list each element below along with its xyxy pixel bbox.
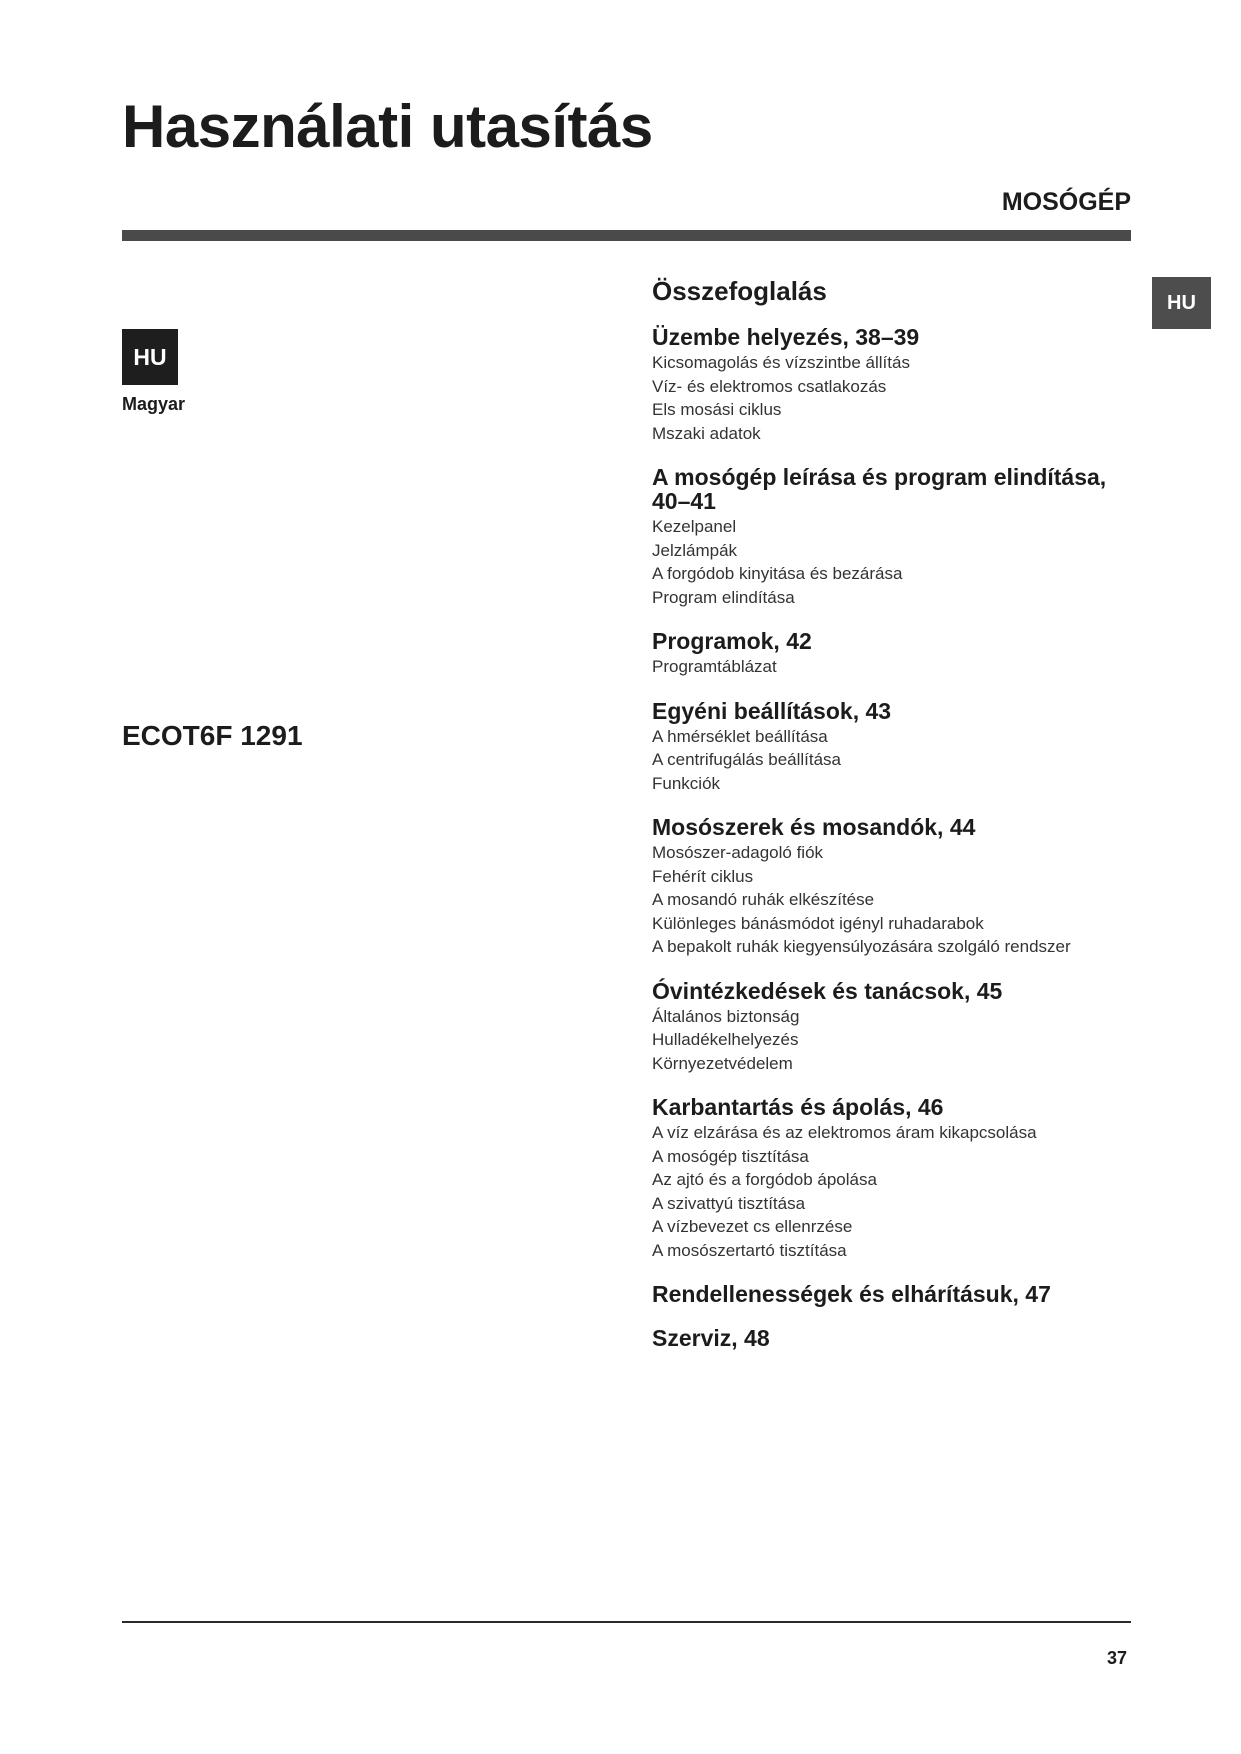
model-number: ECOT6F 1291: [122, 720, 303, 751]
toc-item: A víz elzárása és az elektromos áram kikapcsolása: [652, 1123, 1037, 1142]
toc-item-list: [652, 655, 1132, 679]
toc-section-title: Karbantartás és ápolás, 46: [652, 1094, 944, 1120]
toc-item: Környezetvédelem: [652, 1053, 793, 1073]
toc-item-list: [652, 725, 1132, 796]
toc-sections: [652, 325, 1132, 1350]
toc-item-list: [652, 515, 1132, 609]
toc-section-title: Óvintézkedések és tanácsok, 45: [652, 977, 1003, 1004]
toc-section-title: Rendellenességek és elhárításuk, 47: [652, 1281, 1051, 1307]
toc-item: Els mosási ciklus: [652, 400, 782, 419]
toc-section: [652, 699, 1132, 796]
toc-item: Hulladékelhelyezés: [652, 1030, 799, 1049]
toc-section: [652, 629, 1132, 679]
toc-item: A vízbevezet cs ellenrzése: [652, 1217, 853, 1236]
toc-item: Program elindítása: [652, 587, 795, 607]
toc-item-list: [652, 351, 1132, 445]
toc-item: Jelzlámpák: [652, 540, 738, 560]
toc-section-title: Mosószerek és mosandók, 44: [652, 814, 976, 840]
toc-section: [652, 325, 1132, 445]
language-code-badge: HU: [122, 329, 178, 385]
toc-section-title: Programok, 42: [652, 628, 812, 654]
toc-section: [652, 1326, 1132, 1350]
toc-item: Mosószer-adagoló fiók: [652, 843, 824, 862]
toc-item: A centrifugálás beállítása: [652, 750, 842, 769]
toc-heading: Összefoglalás: [652, 276, 827, 306]
toc-item: Funkciók: [652, 773, 721, 793]
toc-item: Különleges bánásmódot igényl ruhadarabok: [652, 913, 984, 933]
toc-section-title: Egyéni beállítások, 43: [652, 697, 892, 724]
toc-section: [652, 465, 1132, 609]
table-of-contents: [652, 274, 1132, 1370]
toc-section: [652, 1095, 1132, 1262]
toc-item: A mosandó ruhák elkészítése: [652, 890, 875, 909]
toc-item: A forgódob kinyitása és bezárása: [652, 564, 903, 583]
toc-item: A mosógép tisztítása: [652, 1146, 809, 1166]
toc-item-list: [652, 841, 1132, 959]
toc-item: Az ajtó és a forgódob ápolása: [652, 1170, 877, 1189]
toc-section: [652, 1282, 1132, 1306]
toc-item-list: [652, 1005, 1132, 1076]
footer-divider: [122, 1621, 1131, 1623]
toc-section-title: Szerviz, 48: [652, 1325, 770, 1351]
toc-item: Mszaki adatok: [652, 423, 761, 443]
product-type-label: MOSÓGÉP: [1001, 188, 1131, 216]
toc-item: Kicsomagolás és vízszintbe állítás: [652, 353, 910, 372]
toc-section-title: A mosógép leírása és program elindítása, 40–41: [652, 464, 1107, 514]
toc-item: Kezelpanel: [652, 517, 737, 536]
toc-item: A bepakolt ruhák kiegyensúlyozására szolgáló rendszer: [652, 937, 1071, 956]
toc-item: A hmérséklet beállítása: [652, 726, 828, 746]
toc-section: [652, 979, 1132, 1076]
toc-item: A mosószertartó tisztítása: [652, 1240, 847, 1260]
toc-item: Általános biztonság: [652, 1006, 800, 1026]
toc-item: Víz- és elektromos csatlakozás: [652, 376, 887, 396]
toc-section-title: Üzembe helyezés, 38–39: [652, 324, 920, 350]
page-number: 37: [1106, 1648, 1127, 1668]
toc-item: Fehérít ciklus: [652, 866, 754, 886]
header-divider: [122, 230, 1131, 241]
toc-section: [652, 815, 1132, 959]
toc-item: A szivattyú tisztítása: [652, 1193, 806, 1213]
side-language-tab: HU: [1152, 277, 1211, 329]
language-name: Magyar: [122, 394, 186, 414]
toc-item-list: [652, 1121, 1132, 1262]
toc-item: Programtáblázat: [652, 657, 777, 676]
page-title: Használati utasítás: [122, 93, 653, 160]
